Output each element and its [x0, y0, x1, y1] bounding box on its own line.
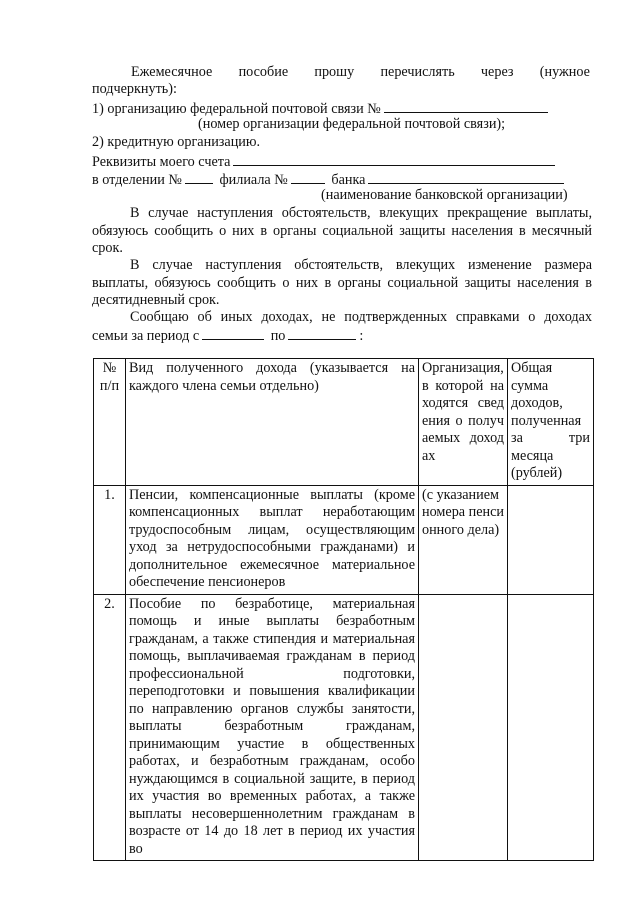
bank-name-field[interactable] — [368, 170, 564, 184]
branch-label: в отделении № — [92, 172, 182, 188]
period-suffix: : — [359, 328, 364, 344]
change-paragraph: В случае наступления обстоятельств, влекущих изменение размера выплаты, обязуюсь сообщить о них в органы социальной защиты населения в десятидневный срок. — [92, 257, 592, 308]
payment-request-continuation: подчеркнуть): — [92, 81, 177, 97]
account-field[interactable] — [233, 152, 555, 166]
word: прошу — [314, 64, 355, 80]
word: Ежемесячное — [131, 64, 213, 80]
filial-label: филиала № — [219, 172, 288, 188]
postal-number-field[interactable] — [384, 99, 548, 113]
income-table — [93, 358, 594, 861]
row-sum-cell[interactable] — [508, 594, 594, 860]
bank-label: банка — [331, 172, 366, 188]
period-to-field[interactable] — [288, 326, 356, 340]
row-org: (с указанием номера пенсионного дела) — [419, 485, 508, 594]
row-kind: Пенсии, компенсационные выплаты (кроме компенсационных выплат неработающим трудоспособным лицам, осуществляющим уход за нетрудоспособными гражданами) и дополнительное ежемесячное материальное обеспечение пенсионеров — [126, 485, 419, 594]
row-num: 2. — [94, 594, 126, 860]
account-line — [92, 152, 558, 171]
header-org: Организация, в которой находятся сведения о получаемых доходах — [419, 359, 508, 486]
termination-paragraph: В случае наступления обстоятельств, влекущих прекращение выплаты, обязуюсь сообщить о них в органы социальной защиты населения в месячный срок. — [92, 205, 592, 256]
bank-name-caption: (наименование банковской организации) — [321, 187, 568, 203]
row-num: 1. — [94, 485, 126, 594]
word: пособие — [238, 64, 289, 80]
postal-number-caption: (номер организации федеральной почтовой связи); — [198, 116, 506, 132]
table-header-row — [94, 359, 594, 486]
branch-number-field[interactable] — [185, 170, 213, 184]
header-kind: Вид полученного дохода (указывается на каждого члена семьи отдельно) — [126, 359, 419, 486]
header-sum: Общая сумма доходов, полученная за три месяца (рублей) — [508, 359, 594, 486]
filial-number-field[interactable] — [291, 170, 325, 184]
bank-option-label: 2) кредитную организацию. — [92, 134, 261, 150]
payment-request-line — [131, 64, 590, 81]
other-income-paragraph: Сообщаю об иных доходах, не подтвержденных справками о доходах — [130, 309, 592, 325]
account-label: Реквизиты моего счета — [92, 154, 231, 170]
table-row — [94, 594, 594, 860]
row-org-cell[interactable] — [419, 594, 508, 860]
header-num: № п/п — [94, 359, 126, 486]
period-from-field[interactable] — [202, 326, 264, 340]
row-sum-cell[interactable] — [508, 485, 594, 594]
postal-option-label: 1) организацию федеральной почтовой связи № — [92, 101, 381, 117]
word: через — [480, 64, 514, 80]
period-prefix: семьи за период с — [92, 328, 200, 344]
period-line — [92, 326, 363, 345]
table-row — [94, 485, 594, 594]
row-kind: Пособие по безработице, материальная помощь и иные выплаты безработным гражданам, а также стипендия и материальная помощь, выплачиваемая гражданам в период профессиональной подготовки, переподготовки и повышения квалификации по направлению органов службы занятости, выплаты безработным гражданам, принимающим участие в общественных работах, и безработным гражданам, особо нуждающимся в социальной защите, в период их участия во временных работах, а также выплаты несовершеннолетним гражданам в возрасте от 14 до 18 лет в период их участия во — [126, 594, 419, 860]
word: перечислять — [380, 64, 455, 80]
word: (нужное — [539, 64, 590, 80]
period-mid: по — [270, 328, 286, 344]
